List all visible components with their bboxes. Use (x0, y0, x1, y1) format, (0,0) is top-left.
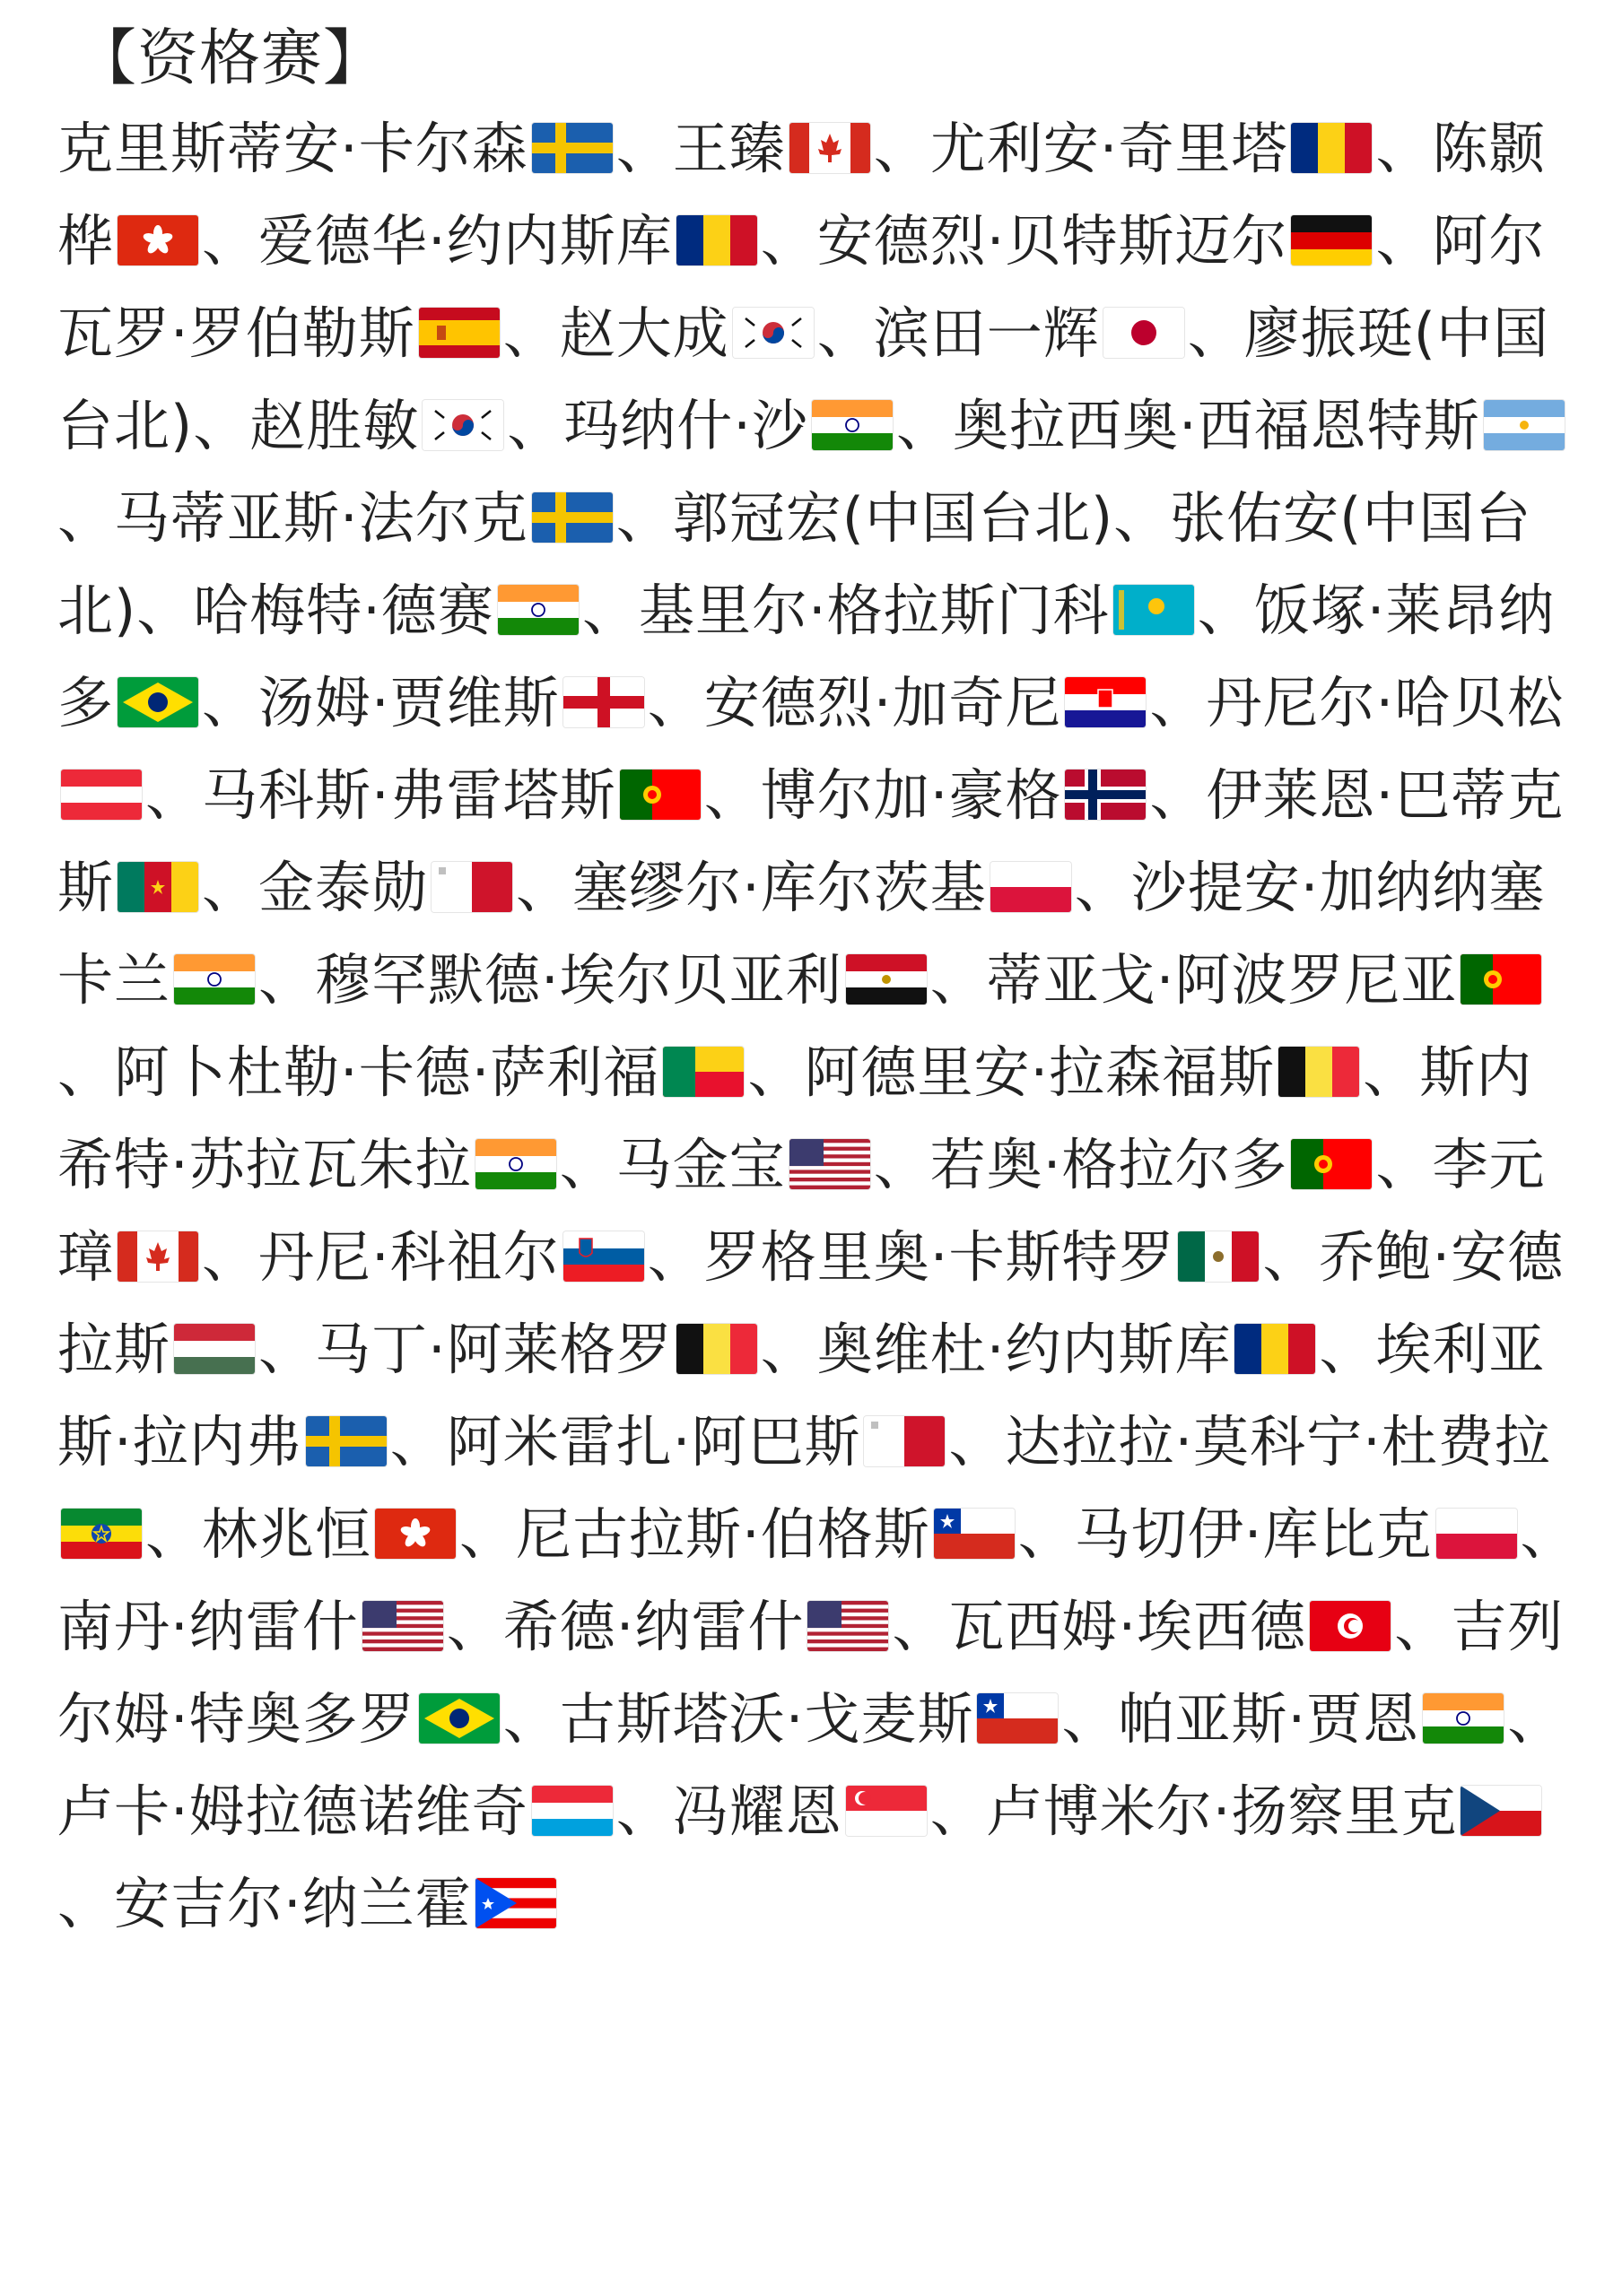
romania-flag-icon (1234, 1324, 1315, 1374)
list-separator: 、 (760, 1317, 817, 1382)
spain-flag-icon (419, 308, 500, 358)
list-separator: 、 (1113, 485, 1171, 551)
brazil-flag-icon (118, 677, 198, 727)
player-name: 吉列尔姆·特奥多罗 (57, 1594, 1565, 1752)
croatia-flag-icon (1065, 677, 1146, 727)
list-separator: 、 (145, 762, 203, 828)
canada-flag-icon (789, 123, 870, 173)
player-name: 马切伊·库比克 (1074, 1501, 1433, 1567)
player-name: 安德烈·加奇尼 (703, 670, 1062, 735)
india-flag-icon (1423, 1693, 1504, 1744)
list-separator: 、 (1363, 1039, 1420, 1105)
list-separator: 、 (1061, 1686, 1119, 1752)
list-separator: 、 (145, 1501, 203, 1567)
argentina-flag-icon (1484, 400, 1565, 450)
player-name: 马丁·阿莱格罗 (315, 1317, 673, 1382)
player-name: 乔鲍·安德拉斯 (57, 1224, 1565, 1382)
list-separator: 、 (193, 393, 250, 458)
player-name: 马蒂亚斯·法尔克 (114, 485, 528, 551)
player-name: 廖振珽(中国台北) (57, 300, 1549, 458)
cameroon-flag-icon (118, 862, 198, 912)
player-name: 爱德华·约内斯库 (258, 208, 673, 274)
player-name: 罗格里奥·卡斯特罗 (703, 1224, 1175, 1290)
list-separator: 、 (1375, 116, 1433, 181)
list-separator: 、 (1149, 670, 1207, 735)
egypt-flag-icon (846, 954, 927, 1004)
player-name: 卢卡·姆拉德诺维奇 (57, 1779, 528, 1844)
india-flag-icon (812, 400, 893, 450)
south-korea-flag-icon (423, 400, 503, 450)
list-separator: 、 (581, 578, 639, 643)
player-name: 金泰勋 (258, 855, 429, 920)
player-name: 马金宝 (615, 1132, 786, 1197)
list-separator: 、 (516, 855, 573, 920)
player-name: 帕亚斯·贾恩 (1118, 1686, 1420, 1752)
list-separator: 、 (1520, 1501, 1577, 1567)
player-name: 李元璋 (57, 1132, 1546, 1290)
player-name: 安吉尔·纳兰霍 (114, 1871, 472, 1936)
player-name: 王臻 (672, 116, 786, 181)
usa-flag-icon (362, 1601, 443, 1651)
player-name: 古斯塔沃·戈麦斯 (559, 1686, 974, 1752)
list-separator: 、 (389, 1409, 447, 1474)
norway-flag-icon (1065, 770, 1146, 820)
malta-flag-icon (864, 1416, 945, 1466)
player-name: 奥维杜·约内斯库 (816, 1317, 1232, 1382)
player-name: 希德·纳雷什 (502, 1594, 805, 1659)
list-separator: 、 (258, 947, 316, 1013)
hungary-flag-icon (174, 1324, 255, 1374)
list-separator: 、 (502, 300, 560, 366)
india-flag-icon (174, 954, 255, 1004)
list-separator: 、 (873, 116, 930, 181)
list-separator: 、 (895, 393, 953, 458)
list-separator: 、 (1394, 1594, 1452, 1659)
list-separator: 、 (1507, 1686, 1565, 1752)
brazil-flag-icon (419, 1693, 500, 1744)
sweden-flag-icon (306, 1416, 387, 1466)
belgium-flag-icon (676, 1324, 757, 1374)
list-separator: 、 (1319, 1317, 1376, 1382)
list-separator: 、 (57, 1871, 115, 1936)
list-separator: 、 (615, 485, 673, 551)
player-name: 穆罕默德·埃尔贝亚利 (315, 947, 842, 1013)
japan-flag-icon (1103, 308, 1184, 358)
list-separator: 、 (1017, 1501, 1075, 1567)
czech-flag-icon (1461, 1786, 1541, 1836)
player-name: 沙提安·加纳纳塞卡兰 (57, 855, 1546, 1013)
player-list (57, 102, 1583, 1950)
list-separator: 、 (948, 1409, 1006, 1474)
mexico-flag-icon (1178, 1231, 1259, 1282)
player-name: 丹尼尔·哈贝松 (1206, 670, 1565, 735)
player-name: 若奥·格拉尔多 (929, 1132, 1288, 1197)
list-separator: 、 (507, 393, 564, 458)
player-name: 张佑安(中国台北) (57, 485, 1532, 643)
player-name: 哈梅特·德赛 (193, 578, 494, 643)
india-flag-icon (498, 585, 579, 635)
germany-flag-icon (1291, 215, 1372, 265)
list-separator: 、 (202, 855, 259, 920)
chile-flag-icon (977, 1693, 1058, 1744)
list-separator: 、 (446, 1594, 503, 1659)
list-separator: 、 (747, 1039, 805, 1105)
portugal-flag-icon (1461, 954, 1541, 1004)
malta-flag-icon (432, 862, 512, 912)
kazakhstan-flag-icon (1113, 585, 1194, 635)
player-name: 斯内希特·苏拉瓦朱拉 (57, 1039, 1533, 1197)
player-name: 蒂亚戈·阿波罗尼亚 (986, 947, 1458, 1013)
list-separator: 、 (559, 1132, 616, 1197)
player-name: 滨田一辉 (873, 300, 1100, 366)
player-name: 塞缪尔·库尔茨基 (572, 855, 987, 920)
poland-flag-icon (1436, 1509, 1517, 1559)
player-name: 安德烈·贝特斯迈尔 (816, 208, 1288, 274)
list-separator: 、 (929, 1779, 987, 1844)
hong-kong-flag-icon (118, 215, 198, 265)
player-name: 冯耀恩 (672, 1779, 842, 1844)
player-name: 赵大成 (559, 300, 729, 366)
list-separator: 、 (873, 1132, 930, 1197)
list-separator: 、 (502, 1686, 560, 1752)
player-name: 汤姆·贾维斯 (258, 670, 560, 735)
player-name: 林兆恒 (202, 1501, 372, 1567)
section-header: 【资格赛】 (75, 23, 386, 94)
list-separator: 、 (1197, 578, 1254, 643)
list-separator: 、 (1074, 855, 1131, 920)
list-separator: 、 (459, 1501, 517, 1567)
player-name: 瓦西姆·埃西德 (948, 1594, 1307, 1659)
canada-flag-icon (118, 1231, 198, 1282)
player-name: 奥拉西奥·西福恩特斯 (952, 393, 1480, 458)
player-name: 郭冠宏(中国台北) (672, 485, 1114, 551)
singapore-flag-icon (846, 1786, 927, 1836)
player-name: 伊莱恩·巴蒂克斯 (57, 762, 1565, 920)
luxembourg-flag-icon (532, 1786, 613, 1836)
player-name: 阿尔瓦罗·罗伯勒斯 (57, 208, 1546, 366)
slovenia-flag-icon (563, 1231, 644, 1282)
belgium-flag-icon (1278, 1047, 1359, 1097)
romania-flag-icon (1291, 123, 1372, 173)
list-separator: 、 (258, 1317, 316, 1382)
ethiopia-flag-icon (61, 1509, 142, 1559)
poland-flag-icon (990, 862, 1071, 912)
list-separator: 、 (615, 116, 673, 181)
player-name: 基里尔·格拉斯门科 (638, 578, 1110, 643)
player-name: 丹尼·科祖尔 (258, 1224, 560, 1290)
list-separator: 、 (760, 208, 817, 274)
player-name: 卢博米尔·扬察里克 (986, 1779, 1458, 1844)
list-separator: 、 (1375, 208, 1433, 274)
england-flag-icon (563, 677, 644, 727)
player-name: 尤利安·奇里塔 (929, 116, 1288, 181)
list-separator: 、 (57, 485, 115, 551)
list-separator: 、 (647, 670, 704, 735)
list-separator: 、 (703, 762, 761, 828)
list-separator: 、 (136, 578, 194, 643)
sweden-flag-icon (532, 492, 613, 543)
list-separator: 、 (202, 670, 259, 735)
player-name: 马科斯·弗雷塔斯 (202, 762, 616, 828)
player-name: 阿米雷扎·阿巴斯 (446, 1409, 861, 1474)
list-separator: 、 (615, 1779, 673, 1844)
list-separator: 、 (202, 208, 259, 274)
player-name: 埃利亚斯·拉内弗 (57, 1317, 1546, 1474)
list-separator: 、 (1262, 1224, 1320, 1290)
player-name: 南丹·纳雷什 (57, 1594, 359, 1659)
list-separator: 、 (647, 1224, 704, 1290)
hong-kong-flag-icon (375, 1509, 456, 1559)
usa-flag-icon (807, 1601, 888, 1651)
list-separator: 、 (929, 947, 987, 1013)
list-separator: 、 (1187, 300, 1244, 366)
player-name: 克里斯蒂安·卡尔森 (57, 116, 528, 181)
puerto-rico-flag-icon (475, 1878, 556, 1928)
sweden-flag-icon (532, 123, 613, 173)
player-name: 饭塚·莱昂纳多 (57, 578, 1556, 735)
player-name: 玛纳什·沙 (563, 393, 808, 458)
south-korea-flag-icon (733, 308, 814, 358)
player-name: 阿德里安·拉森福斯 (804, 1039, 1276, 1105)
chile-flag-icon (934, 1509, 1015, 1559)
romania-flag-icon (676, 215, 757, 265)
portugal-flag-icon (1291, 1139, 1372, 1189)
list-separator: 、 (1149, 762, 1207, 828)
list-separator: 、 (816, 300, 874, 366)
usa-flag-icon (789, 1139, 870, 1189)
player-name: 陈颢桦 (57, 116, 1546, 274)
portugal-flag-icon (620, 770, 701, 820)
list-separator: 、 (57, 1039, 115, 1105)
list-separator: 、 (892, 1594, 949, 1659)
player-name: 尼古拉斯·伯格斯 (516, 1501, 930, 1567)
austria-flag-icon (61, 770, 142, 820)
benin-flag-icon (663, 1047, 744, 1097)
list-separator: 、 (202, 1224, 259, 1290)
tunisia-flag-icon (1310, 1601, 1391, 1651)
player-name: 阿卜杜勒·卡德·萨利福 (114, 1039, 660, 1105)
player-name: 赵胜敏 (249, 393, 420, 458)
player-name: 达拉拉·莫科宁·杜费拉 (1005, 1409, 1551, 1474)
list-separator: 、 (1375, 1132, 1433, 1197)
india-flag-icon (475, 1139, 556, 1189)
player-name: 博尔加·豪格 (760, 762, 1062, 828)
